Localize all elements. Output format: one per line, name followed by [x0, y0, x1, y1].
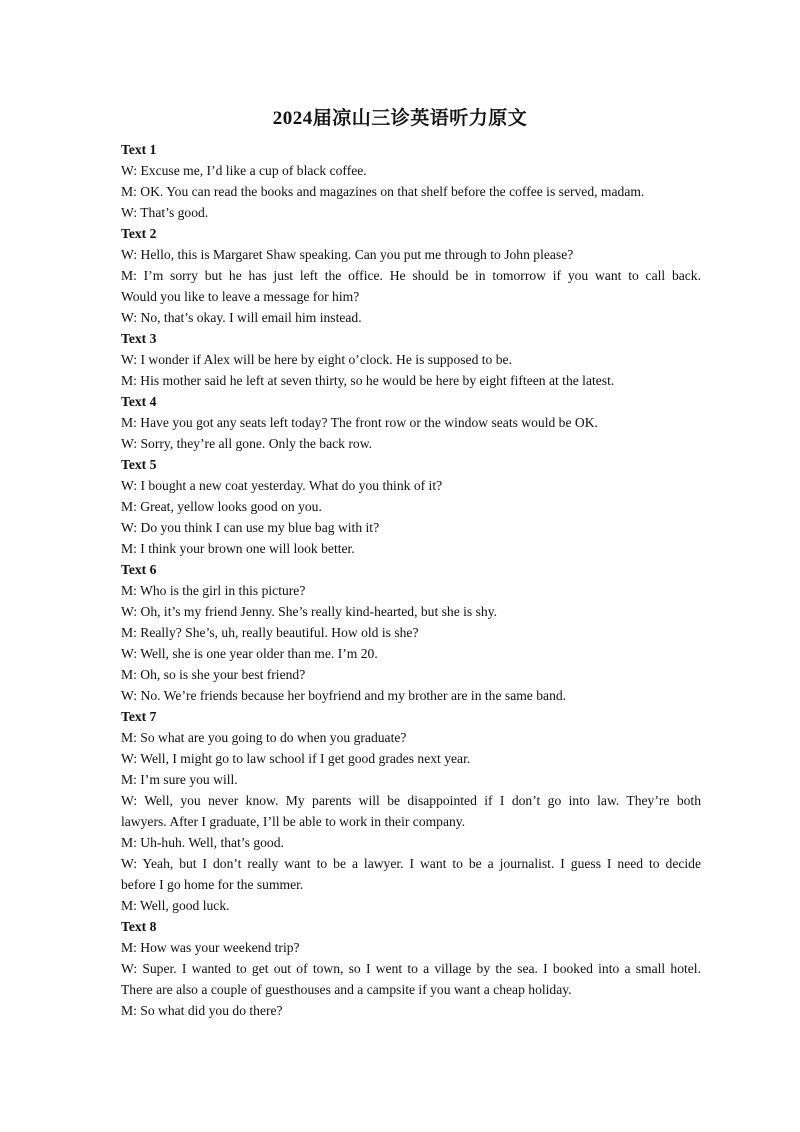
- transcript-line: Would you like to leave a message for him?: [121, 289, 360, 304]
- section-heading: Text 3: [121, 331, 157, 346]
- section-heading: Text 7: [121, 709, 157, 724]
- transcript-line: M: OK. You can read the books and magazines on that shelf before the coffee is served, madam.: [121, 184, 645, 199]
- transcript-line: M: How was your weekend trip?: [121, 940, 300, 955]
- transcript-line: W: I bought a new coat yesterday. What do you think of it?: [121, 478, 443, 493]
- section-heading: Text 4: [121, 394, 157, 409]
- section-heading: Text 1: [121, 142, 157, 157]
- transcript-line: W: Super. I wanted to get out of town, so I went to a village by the sea. I booked into a small hotel.: [121, 961, 701, 976]
- transcript-line: M: His mother said he left at seven thirty, so he would be here by eight fifteen at the latest.: [121, 373, 615, 388]
- transcript-line: W: No, that’s okay. I will email him instead.: [121, 310, 362, 325]
- section-heading: Text 2: [121, 226, 157, 241]
- transcript-line: W: Excuse me, I’d like a cup of black coffee.: [121, 163, 367, 178]
- transcript-line: M: Great, yellow looks good on you.: [121, 499, 322, 514]
- transcript-line: W: That’s good.: [121, 205, 209, 220]
- transcript-line: W: Well, I might go to law school if I get good grades next year.: [121, 751, 471, 766]
- transcript-line: M: I’m sorry but he has just left the office. He should be in tomorrow if you want to call back.: [121, 268, 701, 283]
- transcript-line: M: I think your brown one will look better.: [121, 541, 355, 556]
- transcript-line: W: I wonder if Alex will be here by eight o’clock. He is supposed to be.: [121, 352, 512, 367]
- transcript-line: W: Oh, it’s my friend Jenny. She’s really kind-hearted, but she is shy.: [121, 604, 498, 619]
- transcript-line: W: Do you think I can use my blue bag with it?: [121, 520, 380, 535]
- transcript-line: M: I’m sure you will.: [121, 772, 238, 787]
- transcript-line: before I go home for the summer.: [121, 877, 304, 892]
- section-heading: Text 5: [121, 457, 157, 472]
- transcript-line: There are also a couple of guesthouses and a campsite if you want a cheap holiday.: [121, 982, 572, 997]
- transcript-line: W: No. We’re friends because her boyfriend and my brother are in the same band.: [121, 688, 567, 703]
- transcript-line: M: Oh, so is she your best friend?: [121, 667, 306, 682]
- transcript-line: M: Who is the girl in this picture?: [121, 583, 306, 598]
- transcript-line: M: Have you got any seats left today? The front row or the window seats would be OK.: [121, 415, 598, 430]
- transcript-line: W: Sorry, they’re all gone. Only the back row.: [121, 436, 373, 451]
- transcript-line: lawyers. After I graduate, I’ll be able to work in their company.: [121, 814, 466, 829]
- transcript-line: W: Yeah, but I don’t really want to be a lawyer. I want to be a journalist. I guess I need to decide: [121, 856, 701, 871]
- section-heading: Text 6: [121, 562, 157, 577]
- section-heading: Text 8: [121, 919, 157, 934]
- transcript-line: W: Hello, this is Margaret Shaw speaking. Can you put me through to John please?: [121, 247, 574, 262]
- transcript-line: W: Well, you never know. My parents will be disappointed if I don’t go into law. They’re both: [121, 793, 701, 808]
- transcript-line: M: So what did you do there?: [121, 1003, 283, 1018]
- transcript-line: M: Uh-huh. Well, that’s good.: [121, 835, 284, 850]
- transcript-body: [121, 139, 701, 1021]
- transcript-line: M: Well, good luck.: [121, 898, 230, 913]
- transcript-line: W: Well, she is one year older than me. I’m 20.: [121, 646, 378, 661]
- document-title: 2024届凉山三诊英语听力原文: [272, 108, 528, 129]
- transcript-line: M: So what are you going to do when you graduate?: [121, 730, 407, 745]
- transcript-line: M: Really? She’s, uh, really beautiful. How old is she?: [121, 625, 419, 640]
